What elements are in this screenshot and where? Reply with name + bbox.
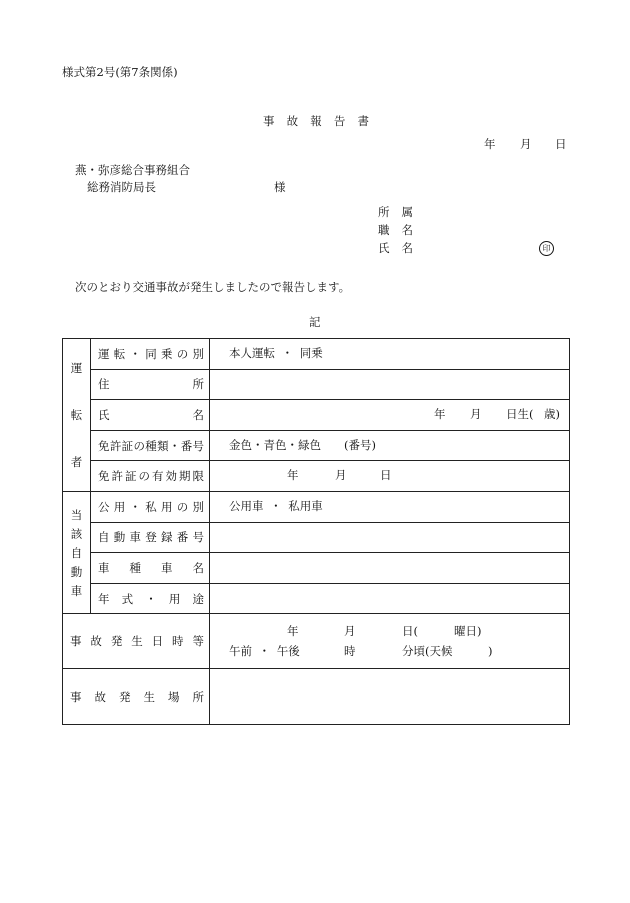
glyph: 証 bbox=[121, 438, 134, 453]
value-cell bbox=[210, 369, 570, 400]
glyph: 別 bbox=[192, 346, 204, 361]
glyph: 発 bbox=[119, 689, 131, 704]
driver-group-label bbox=[63, 362, 90, 468]
vehicle-group-cell bbox=[63, 491, 91, 613]
glyph: 免 bbox=[98, 438, 110, 453]
glyph: 事 bbox=[70, 689, 82, 704]
glyph: 日 bbox=[151, 634, 164, 649]
glyph: 許 bbox=[111, 469, 123, 484]
label-cell bbox=[91, 491, 210, 522]
glyph: 別 bbox=[192, 499, 204, 514]
address-field bbox=[210, 370, 569, 400]
glyph: 車 bbox=[161, 560, 173, 575]
vehicle-use-options: 公用車 ・ 私用車 bbox=[229, 498, 323, 513]
glyph: 許 bbox=[109, 438, 122, 453]
label-cell bbox=[91, 430, 210, 461]
addressee-organization: 燕・弥彦総合事務組合 bbox=[75, 163, 190, 177]
field-area bbox=[210, 614, 569, 668]
glyph: 名 bbox=[401, 241, 413, 255]
glyph: の bbox=[176, 346, 189, 361]
glyph: 当 bbox=[70, 507, 83, 522]
table-row bbox=[63, 491, 570, 522]
glyph: 途 bbox=[192, 591, 204, 606]
expiry-month: 月 bbox=[335, 468, 347, 483]
glyph: ・ bbox=[129, 346, 141, 361]
glyph: の bbox=[138, 469, 150, 484]
glyph: 等 bbox=[192, 634, 204, 649]
value-cell bbox=[210, 430, 570, 461]
field-area bbox=[210, 492, 569, 522]
glyph: 転 bbox=[70, 407, 83, 422]
glyph: 自 bbox=[70, 545, 83, 560]
glyph: 者 bbox=[70, 454, 83, 469]
label-cell bbox=[91, 339, 210, 370]
glyph: 号 bbox=[192, 530, 204, 545]
accident-weather-close: ) bbox=[488, 644, 493, 659]
accident-location-label bbox=[63, 669, 209, 724]
age: 歳) bbox=[544, 407, 560, 422]
vehicle-use-label bbox=[91, 492, 209, 522]
label-cell bbox=[91, 400, 210, 431]
accident-month: 月 bbox=[344, 624, 356, 639]
glyph: の bbox=[176, 499, 189, 514]
report-date-year: 年 bbox=[484, 137, 496, 151]
glyph: 職 bbox=[378, 223, 390, 237]
label-cell bbox=[91, 553, 210, 584]
accident-weekday: 曜日) bbox=[454, 624, 482, 639]
glyph: 氏 bbox=[378, 241, 390, 255]
glyph: 所 bbox=[378, 205, 390, 219]
glyph: 公 bbox=[98, 499, 110, 514]
glyph: 番 bbox=[176, 530, 189, 545]
glyph: 車 bbox=[98, 560, 110, 575]
value-cell bbox=[210, 583, 570, 614]
driver-group-cell bbox=[63, 339, 91, 492]
vehicle-group-label bbox=[63, 509, 90, 597]
glyph: 号 bbox=[192, 438, 204, 453]
value-cell bbox=[210, 491, 570, 522]
glyph: 故 bbox=[286, 114, 299, 128]
license-number: (番号) bbox=[344, 437, 376, 452]
glyph: 期 bbox=[179, 469, 191, 484]
glyph: 車 bbox=[70, 583, 83, 598]
field-area bbox=[210, 431, 569, 461]
birth-month: 月 bbox=[470, 407, 482, 422]
license-colors: 金色・青色・緑色 bbox=[229, 437, 321, 452]
glyph: 故 bbox=[94, 689, 106, 704]
glyph: 時 bbox=[172, 634, 184, 649]
value-cell bbox=[210, 669, 570, 725]
report-date-month: 月 bbox=[520, 137, 532, 151]
report-statement: 次のとおり交通事故が発生しましたので報告します。 bbox=[75, 280, 351, 294]
driver-name-label bbox=[91, 400, 209, 430]
glyph: 名 bbox=[192, 407, 204, 422]
table-row bbox=[63, 553, 570, 584]
glyph: 名 bbox=[192, 560, 204, 575]
label-cell bbox=[63, 614, 210, 669]
glyph: 同 bbox=[145, 346, 157, 361]
glyph: 限 bbox=[192, 469, 204, 484]
glyph: の bbox=[133, 438, 145, 453]
glyph: ・ bbox=[168, 438, 181, 453]
label-cell bbox=[91, 369, 210, 400]
glyph: 運 bbox=[70, 360, 83, 375]
glyph: 生 bbox=[131, 634, 143, 649]
glyph: 年 bbox=[98, 591, 110, 606]
glyph: 生 bbox=[143, 689, 155, 704]
license-expiry-label bbox=[91, 461, 209, 491]
glyph: 用 bbox=[168, 591, 181, 606]
glyph: ・ bbox=[145, 591, 157, 606]
model-year-purpose-field bbox=[210, 584, 569, 614]
addressee-honorific: 様 bbox=[274, 180, 286, 194]
birth-day: 日生( bbox=[506, 407, 534, 422]
glyph: 登 bbox=[145, 530, 157, 545]
glyph: 用 bbox=[113, 499, 126, 514]
table-row bbox=[63, 583, 570, 614]
driving-type-label bbox=[91, 339, 209, 369]
table-row bbox=[63, 400, 570, 431]
glyph: 証 bbox=[125, 469, 137, 484]
glyph: 免 bbox=[98, 469, 110, 484]
form-number: 様式第2号(第7条関係) bbox=[62, 65, 178, 79]
glyph: 効 bbox=[165, 469, 177, 484]
accident-location-field bbox=[210, 669, 569, 724]
glyph: 発 bbox=[110, 634, 123, 649]
accident-period: 午前 ・ 午後 bbox=[229, 644, 300, 659]
glyph: 報 bbox=[310, 114, 322, 128]
glyph: 属 bbox=[401, 205, 413, 219]
label-cell bbox=[91, 461, 210, 492]
glyph: 所 bbox=[192, 689, 204, 704]
label-cell bbox=[91, 522, 210, 553]
glyph: 場 bbox=[168, 689, 180, 704]
glyph: 転 bbox=[113, 346, 126, 361]
accident-details-table bbox=[62, 338, 570, 725]
glyph: 車 bbox=[129, 530, 141, 545]
table-row bbox=[63, 669, 570, 725]
glyph: 所 bbox=[192, 377, 204, 392]
table-row bbox=[63, 614, 570, 669]
name-label bbox=[378, 241, 413, 255]
field-area bbox=[210, 461, 569, 491]
birth-year: 年 bbox=[434, 407, 446, 422]
table-row bbox=[63, 522, 570, 553]
document-title bbox=[263, 114, 369, 128]
table-row bbox=[63, 369, 570, 400]
accident-datetime-label bbox=[63, 614, 209, 668]
table-row bbox=[63, 339, 570, 370]
glyph: 運 bbox=[98, 346, 110, 361]
accident-day: 日( bbox=[402, 624, 418, 639]
value-cell bbox=[210, 400, 570, 431]
glyph: 有 bbox=[152, 469, 164, 484]
glyph: 氏 bbox=[98, 407, 110, 422]
glyph: 動 bbox=[113, 530, 126, 545]
glyph: 書 bbox=[357, 114, 369, 128]
glyph: 式 bbox=[121, 591, 134, 606]
accident-hour: 時 bbox=[344, 644, 356, 659]
glyph: 該 bbox=[70, 526, 83, 541]
value-cell bbox=[210, 339, 570, 370]
vehicle-model-label bbox=[91, 553, 209, 583]
glyph: 住 bbox=[98, 377, 110, 392]
glyph: 類 bbox=[157, 438, 169, 453]
glyph: 故 bbox=[90, 634, 102, 649]
label-cell bbox=[63, 669, 210, 725]
glyph: 事 bbox=[263, 114, 275, 128]
registration-number-field bbox=[210, 523, 569, 553]
glyph: 私 bbox=[145, 499, 157, 514]
glyph: 用 bbox=[161, 499, 173, 514]
label-cell bbox=[91, 583, 210, 614]
accident-year: 年 bbox=[287, 624, 299, 639]
table-row bbox=[63, 461, 570, 492]
expiry-year: 年 bbox=[287, 468, 299, 483]
glyph: 動 bbox=[70, 564, 83, 579]
value-cell bbox=[210, 614, 570, 669]
table-row bbox=[63, 430, 570, 461]
note-heading: 記 bbox=[309, 315, 321, 329]
field-area bbox=[210, 339, 569, 369]
glyph: 種 bbox=[129, 560, 141, 575]
model-year-purpose-label bbox=[91, 584, 209, 614]
glyph: 名 bbox=[401, 223, 413, 237]
value-cell bbox=[210, 522, 570, 553]
glyph: ・ bbox=[129, 499, 141, 514]
seal-mark-icon: 印 bbox=[539, 241, 554, 256]
addressee-recipient: 総務消防局長 bbox=[87, 180, 156, 194]
glyph: 番 bbox=[180, 438, 193, 453]
accident-minute-weather: 分頃(天候 bbox=[402, 644, 453, 659]
registration-number-label bbox=[91, 523, 209, 553]
job-title-label bbox=[378, 223, 413, 237]
glyph: 事 bbox=[70, 634, 82, 649]
glyph: 自 bbox=[98, 530, 110, 545]
expiry-day: 日 bbox=[380, 468, 392, 483]
glyph: 乗 bbox=[161, 346, 173, 361]
address-label bbox=[91, 370, 209, 400]
field-area bbox=[210, 400, 569, 430]
affiliation-label bbox=[378, 205, 413, 219]
glyph: 種 bbox=[145, 438, 157, 453]
glyph: 録 bbox=[161, 530, 173, 545]
value-cell bbox=[210, 553, 570, 584]
report-date-day: 日 bbox=[555, 137, 567, 151]
glyph: 告 bbox=[333, 114, 346, 128]
driving-type-options: 本人運転 ・ 同乗 bbox=[229, 346, 323, 360]
value-cell bbox=[210, 461, 570, 492]
license-type-label bbox=[91, 431, 209, 461]
vehicle-model-field bbox=[210, 553, 569, 583]
